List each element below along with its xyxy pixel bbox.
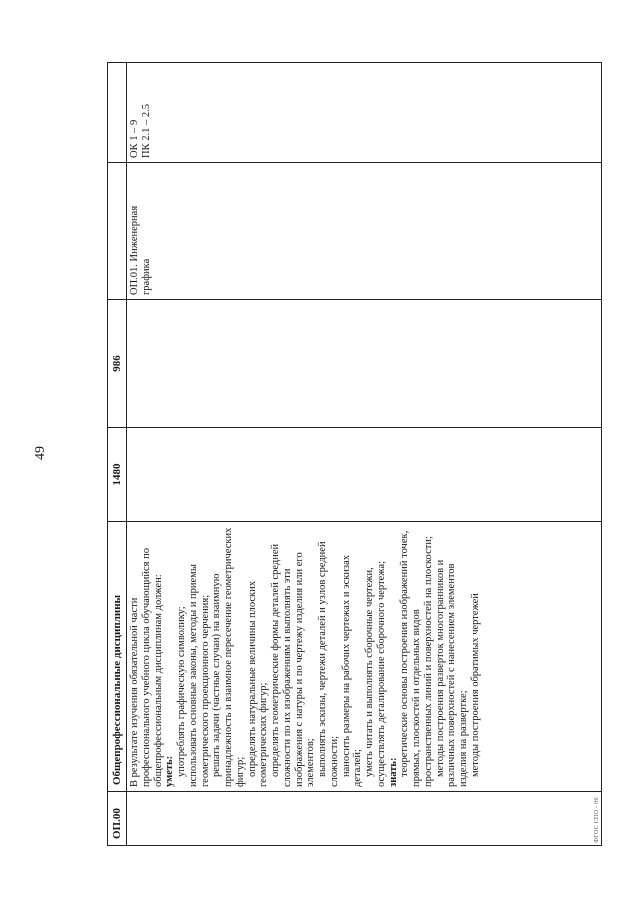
header-max-hours: 1480 xyxy=(108,428,127,522)
curriculum-table xyxy=(107,62,602,846)
description-paragraph: использовать основные законы, методы и приемы геометрического проекционного черчения; xyxy=(187,564,211,787)
header-code: ОП.00 xyxy=(108,792,127,846)
description-paragraph: определять натуральные величины плоских геометрических фигур; xyxy=(246,580,270,787)
description-paragraph: методы построения обратимых чертежей xyxy=(469,593,481,777)
description-paragraph: уметь: xyxy=(164,755,176,787)
row-description xyxy=(127,522,602,792)
row-req-hours xyxy=(127,300,602,428)
description-paragraph: теоретические основы построения изображений точек, прямых, плоскостей и отдельных видов пространственных линий и поверхностей на плоскости; xyxy=(399,530,434,787)
description-paragraph: определять геометрические формы деталей средней сложности по их изображениям и выполнять эти изображения с натуры и по чертежу изделия или его элементов; xyxy=(270,543,317,787)
table-row xyxy=(127,63,602,846)
description-paragraph: методы построения разверток многогранников и различных поверхностей с нанесением элементов изделия на развертке; xyxy=(434,559,469,787)
description-paragraph: уметь читать и выполнять сборочные чертежи, осуществлять деталирование сборочного чертежа; xyxy=(364,560,387,787)
header-discipline xyxy=(108,163,127,300)
page-number: 49 xyxy=(33,446,48,460)
footer-code: ФГОС СПО - 06 xyxy=(594,797,600,843)
description-paragraph: В результате изучения обязательной части профессионального учебного цикла обучающийся по общепрофессиональным дисциплинам должен: xyxy=(129,548,164,787)
description-paragraph: наносить размеры на рабочих чертежах и эскизах деталей; xyxy=(340,554,364,787)
row-discipline: ОП.01. Инженерная графика xyxy=(127,163,602,300)
description-paragraph: знать: xyxy=(387,757,399,787)
description-paragraph: выполнять эскизы, чертежи деталей и узлов средней сложности; xyxy=(317,541,340,787)
header-competencies xyxy=(108,63,127,163)
header-title: Общепрофессиональные дисциплины xyxy=(108,522,127,792)
description-paragraph: решать задачи (частные случаи) на взаимную принадлежность и взаимное пересечение геометрических фигур; xyxy=(211,527,246,787)
row-code xyxy=(127,792,602,846)
description-paragraph: употреблять графическую символику; xyxy=(176,606,187,777)
curriculum-table-wrapper xyxy=(107,63,601,846)
header-req-hours: 986 xyxy=(108,300,127,428)
row-competencies: ОК 1 – 9 ПК 2.1 – 2.5 xyxy=(127,63,602,163)
row-max-hours xyxy=(127,428,602,522)
description-text xyxy=(129,526,482,787)
table-header-row xyxy=(108,63,127,846)
